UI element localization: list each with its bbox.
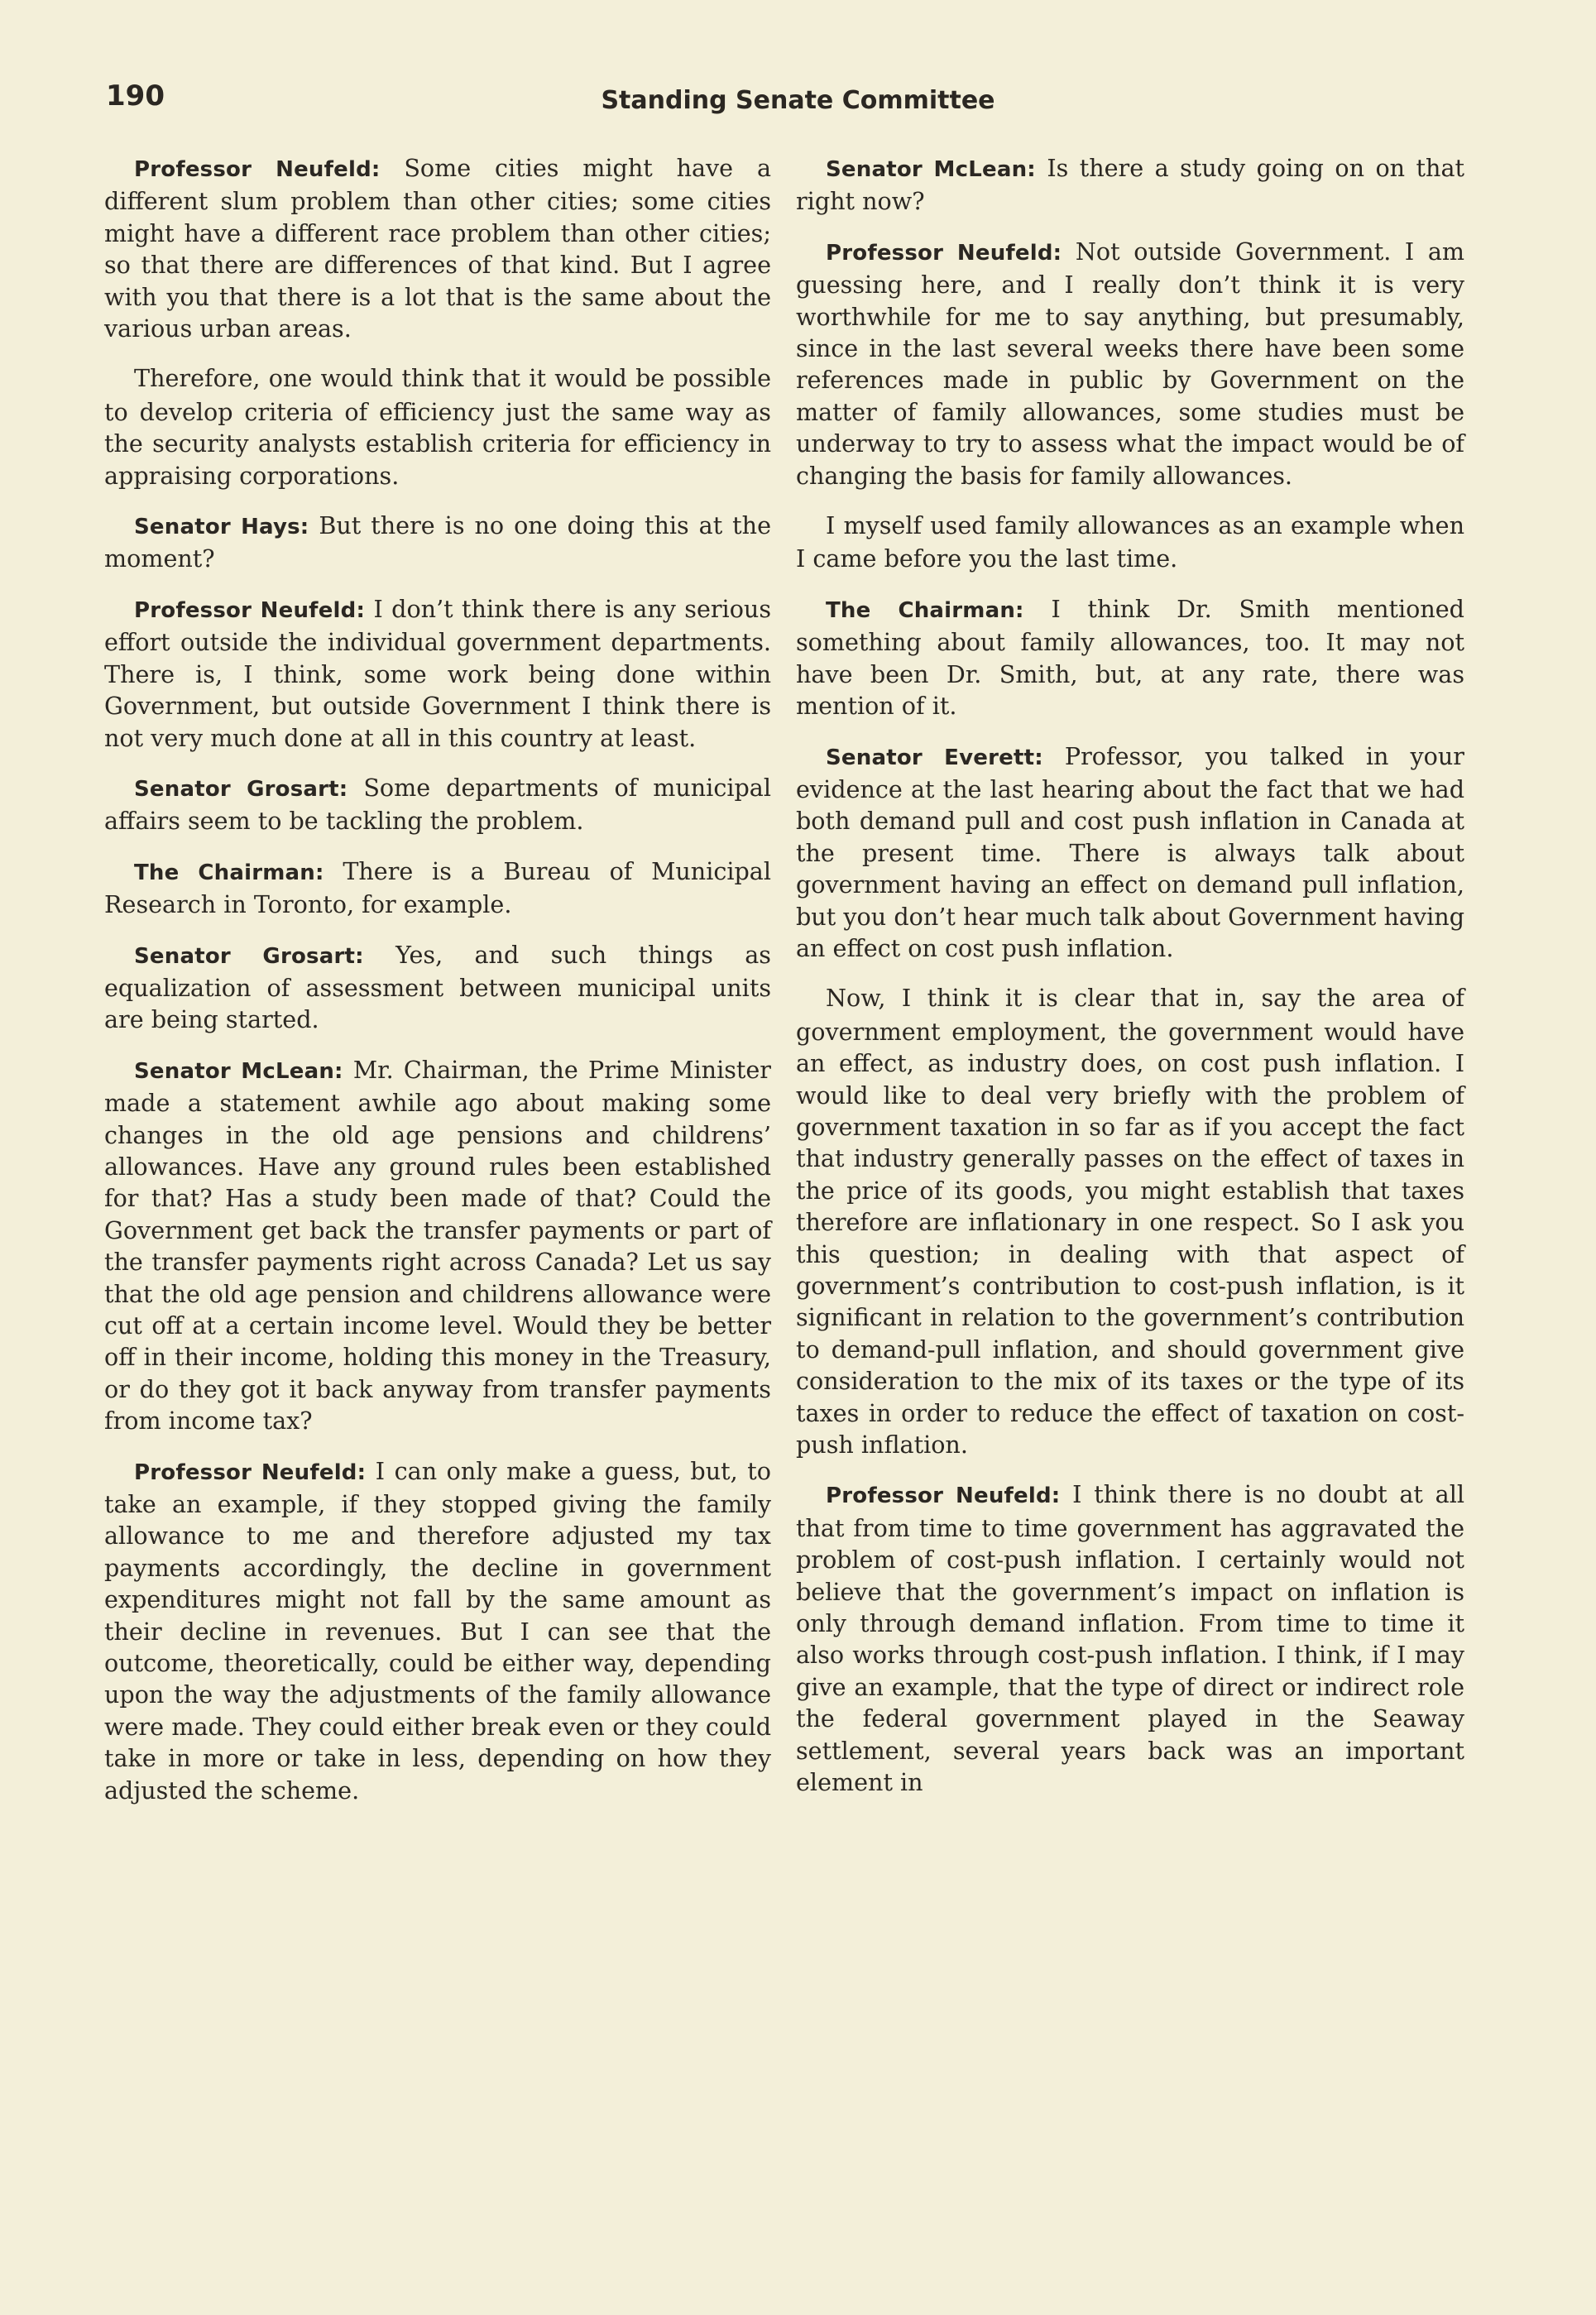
paragraph: [104, 593, 771, 754]
speaker-label: Senator Grosart:: [134, 943, 364, 969]
paragraph: [796, 593, 1464, 722]
paragraph: [104, 1054, 771, 1437]
speaker-label: Senator Everett:: [826, 745, 1043, 770]
speaker-label: Senator McLean:: [134, 1058, 343, 1084]
speaker-label: The Chairman:: [826, 597, 1024, 623]
paragraph-text: Now, I think it is clear that in, say the area of government employment, the government would have an effect, as industry does, on cost push inflation. I would like to deal very briefly with the problem of government taxation in so far as if you accept the fact that industry generally passes on the effect of taxes in the price of its goods, you might establish that taxes therefore are inflationary in one respect. So I ask you this question; in dealing with that aspect of government’s contribution to cost-push inflation, is it significant in relation to the government’s contribution to demand-pull inflation, and should government give consideration to the mix of its taxes or the type of its taxes in order to reduce the effect of taxation on cost-push inflation.: [796, 984, 1464, 1459]
paragraph: [104, 1455, 771, 1806]
paragraph: [104, 362, 771, 491]
paragraph: [796, 510, 1464, 575]
paragraph-text: Not outside Government. I am guessing here, and I really don’t think it is very worthwhile for me to say anything, but presumably, since in the last several weeks there have been some references made in public by Government on the matter of family allowances, some studies must be underway to try to assess what the impact would be of changing the basis for family allowances.: [796, 237, 1464, 490]
speaker-label: Professor Neufeld:: [826, 1483, 1061, 1509]
paragraph-text: Yes, and such things as equalization of assessment between municipal units are being started.: [104, 940, 771, 1034]
paragraph: [104, 510, 771, 575]
running-head: Standing Senate Committee: [601, 86, 995, 115]
paragraph-text: I don’t think there is any serious effort outside the individual government departments. There is, I think, some work being done within Government, but outside Government I think there is not very much done at all in this country at least.: [104, 594, 772, 752]
right-column: [796, 152, 1464, 1817]
paragraph: [104, 152, 771, 344]
paragraph: [796, 741, 1464, 965]
speaker-label: Senator McLean:: [826, 157, 1036, 182]
paragraph: [104, 939, 771, 1036]
speaker-label: Professor Neufeld:: [134, 1459, 367, 1485]
paragraph: [104, 772, 771, 837]
paragraph-text: Some cities might have a different slum problem than other cities; some cities might have a different race problem than other cities; so that there are differences of that kind. But I agree with you that there is a lot that is the same about the various urban areas.: [104, 154, 771, 343]
paragraph: [796, 1479, 1464, 1798]
speaker-label: Senator Hays:: [134, 515, 309, 540]
page-number: 190: [106, 79, 165, 113]
paragraph-text: I think there is no doubt at all that from time to time government has aggravated the problem of cost-push inflation. I certainly would not believe that the government’s impact on inflation is only through demand inflation. From time to time it also works through cost-push inflation. I think, if I may give an example, that the type of direct or indirect role the federal government played in the Seaway settlement, several years back was an important element in: [796, 1480, 1464, 1797]
paragraph: [796, 152, 1464, 218]
paragraph-text: There is a Bureau of Municipal Research in Toronto, for example.: [104, 856, 771, 919]
speaker-label: Senator Grosart:: [134, 776, 348, 802]
paragraph-text: Some departments of municipal affairs seem to be tackling the problem.: [104, 773, 771, 836]
paragraph-text: Is there a study going on on that right now?: [796, 154, 1464, 216]
paragraph: [796, 982, 1464, 1460]
paragraph-text: I can only make a guess, but, to take an example, if they stopped giving the family allowance to me and therefore adjusted my tax payments accordingly, the decline in government expenditures might not fall by the same amount as their decline in revenues. But I can see that the outcome, theoretically, could be either way, depending upon the way the adjustments of the family allowance were made. They could either break even or they could take in more or take in less, depending on how they adjusted the scheme.: [104, 1456, 771, 1805]
paragraph-text: Professor, you talked in your evidence at the last hearing about the fact that we had both demand pull and cost push inflation in Canada at the present time. There is always talk about government having an effect on demand pull inflation, but you don’t hear much talk about Government having an effect on cost push inflation.: [796, 741, 1464, 962]
speaker-label: Professor Neufeld:: [826, 240, 1062, 266]
paragraph-text: Mr. Chairman, the Prime Minister made a statement awhile ago about making some changes in the old age pensions and childrens’ allowances. Have any ground rules been established for that? Has a study been made of that? Could the Government get back the transfer payments or part of the transfer payments right across Canada? Let us say that the old age pension and childrens allowance were cut off at a certain income level. Would they be better off in their income, holding this money in the Treasury, or do they got it back anyway from transfer payments from income tax?: [104, 1055, 771, 1435]
speaker-label: Professor Neufeld:: [134, 597, 366, 623]
paragraph-text: Therefore, one would think that it would be possible to develop criteria of efficiency just the same way as the security analysts establish criteria for efficiency in appraising corporations.: [104, 364, 771, 490]
paragraph-text: I think Dr. Smith mentioned something about family allowances, too. It may not have been Dr. Smith, but, at any rate, there was mention of it.: [796, 594, 1464, 721]
paragraph-text: I myself used family allowances as an example when I came before you the last time.: [796, 511, 1464, 573]
paragraph: [104, 856, 771, 921]
paragraph-text: But there is no one doing this at the moment?: [104, 511, 771, 573]
left-column: [104, 152, 771, 1824]
speaker-label: The Chairman:: [134, 860, 324, 885]
paragraph: [796, 236, 1464, 491]
speaker-label: Professor Neufeld:: [134, 157, 381, 182]
